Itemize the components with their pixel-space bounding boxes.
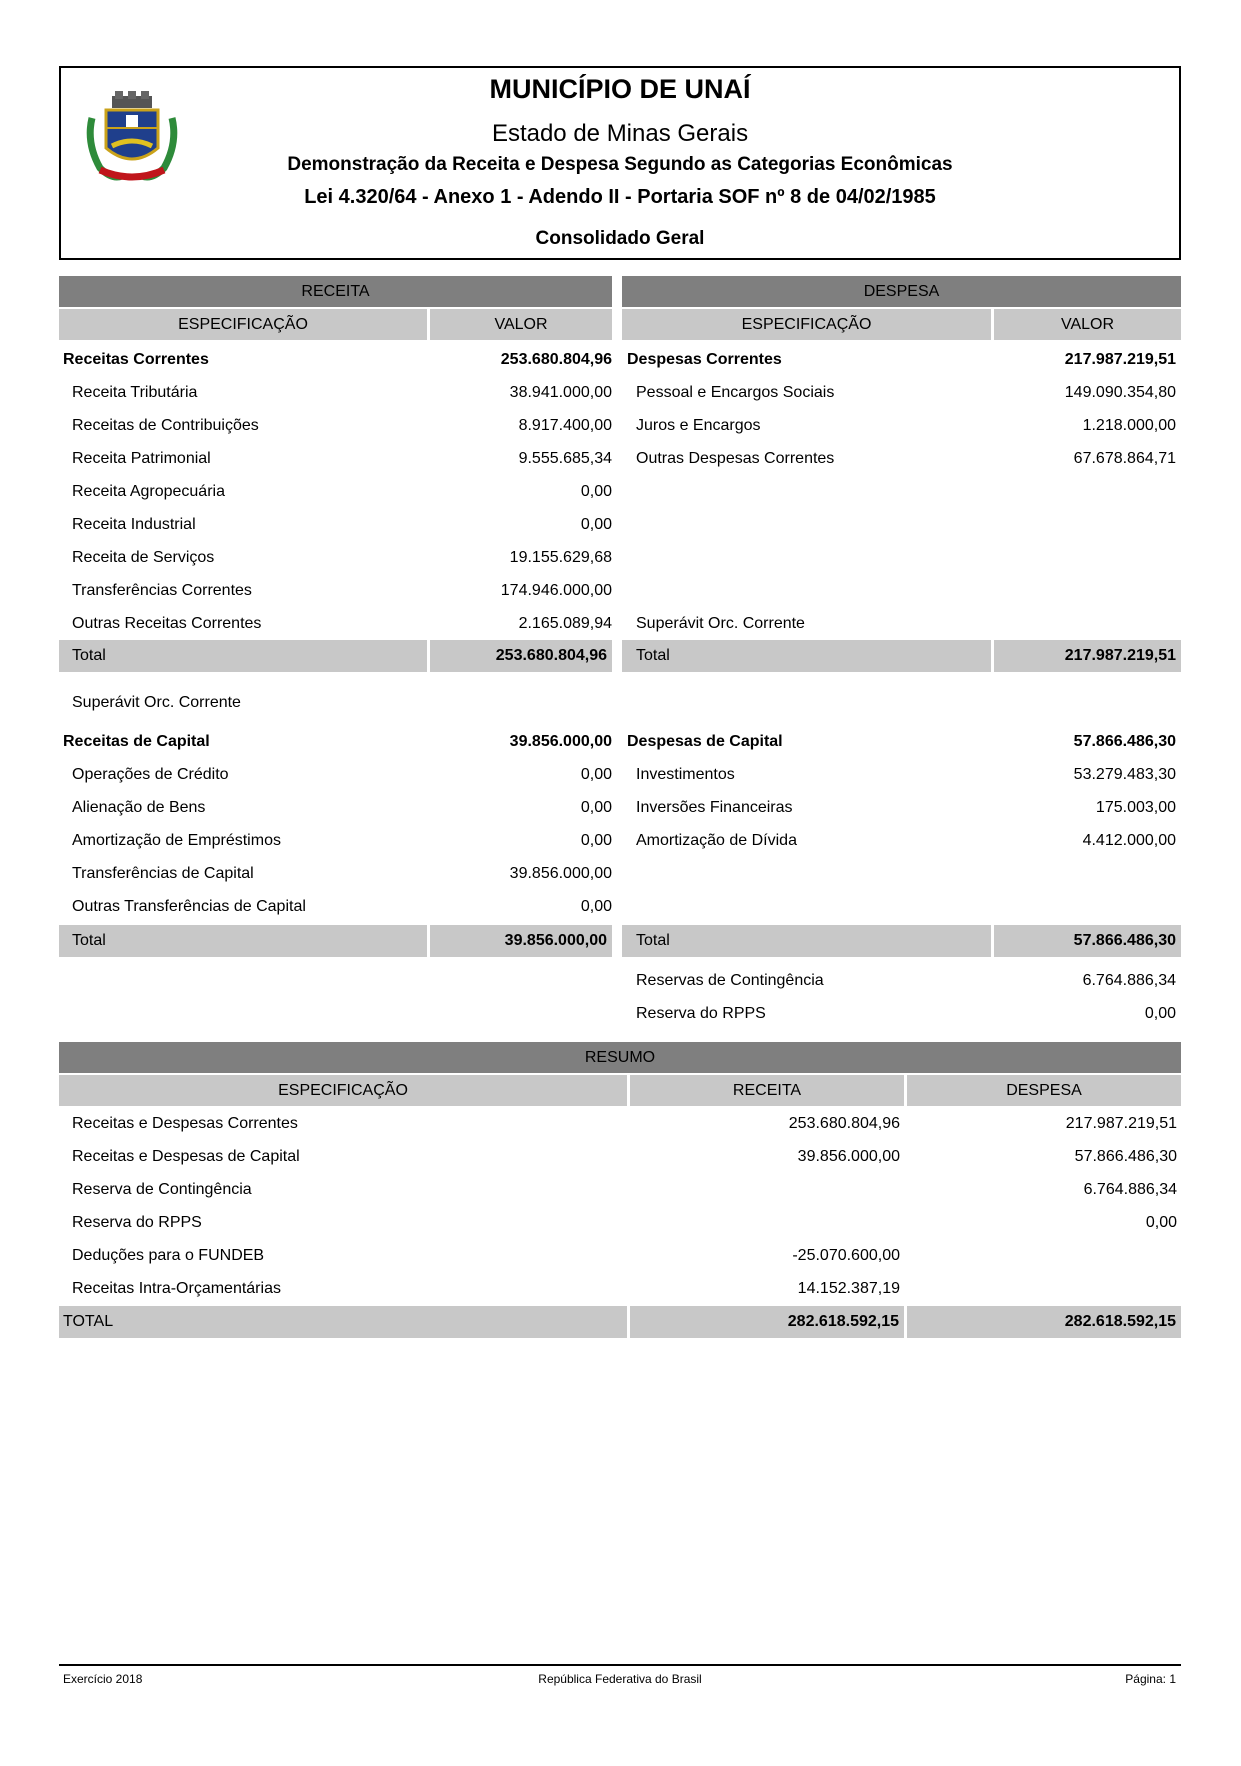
receita-capital-item-value: 0,00 <box>580 766 612 783</box>
despesa-superavit-label: Superávit Orc. Corrente <box>636 615 805 632</box>
receita-capital-item-label: Operações de Crédito <box>72 766 229 783</box>
receita-item-value: 0,00 <box>580 483 612 500</box>
resumo-col-receita: RECEITA <box>630 1075 904 1106</box>
resumo-total-receita: 282.618.592,15 <box>630 1306 904 1338</box>
receitas-capital-label: Receitas de Capital <box>63 733 210 750</box>
resumo-col-despesa: DESPESA <box>907 1075 1181 1106</box>
resumo-total-label: TOTAL <box>63 1313 114 1330</box>
consolidado-label: Consolidado Geral <box>535 228 705 249</box>
resumo-row-receita: 39.856.000,00 <box>797 1148 900 1165</box>
receita-capital-item-label: Amortização de Empréstimos <box>72 832 281 849</box>
despesa-capital-total-label: Total <box>636 932 670 949</box>
despesa-capital-total-bar <box>622 925 991 957</box>
resumo-row-receita: 14.152.387,19 <box>797 1280 900 1297</box>
resumo-row-despesa: 0,00 <box>1145 1214 1177 1231</box>
demonstracao-title: Demonstração da Receita e Despesa Segundo as Categorias Econômicas <box>287 154 953 175</box>
despesa-capital-item-label: Inversões Financeiras <box>636 799 793 816</box>
despesas-capital-label: Despesas de Capital <box>627 733 783 750</box>
despesa-capital-item-label: Investimentos <box>636 766 735 783</box>
receita-capital-item-value: 0,00 <box>580 832 612 849</box>
despesa-col-valor: VALOR <box>994 309 1181 340</box>
despesa-capital-total-value: 57.866.486,30 <box>994 925 1181 957</box>
resumo-row-label: Receitas e Despesas de Capital <box>72 1148 300 1165</box>
receita-item-label: Receita Patrimonial <box>72 450 211 467</box>
receita-correntes-total-bar <box>59 640 427 672</box>
receita-item-value: 9.555.685,34 <box>518 450 612 467</box>
resumo-header: RESUMO <box>59 1042 1181 1073</box>
receita-item-label: Receita de Serviços <box>72 549 215 566</box>
receita-item-value: 174.946.000,00 <box>500 582 612 599</box>
despesa-col-spec: ESPECIFICAÇÃO <box>622 309 991 340</box>
receita-item-value: 0,00 <box>580 516 612 533</box>
reserva-contingencia-label: Reservas de Contingência <box>636 972 824 989</box>
resumo-row-label: Reserva do RPPS <box>72 1214 202 1231</box>
receita-col-valor: VALOR <box>430 309 612 340</box>
despesas-correntes-label: Despesas Correntes <box>627 351 782 368</box>
footer-republica: República Federativa do Brasil <box>538 1672 702 1686</box>
receita-col-spec: ESPECIFICAÇÃO <box>59 309 427 340</box>
resumo-col-spec: ESPECIFICAÇÃO <box>59 1075 627 1106</box>
despesa-capital-item-value: 53.279.483,30 <box>1073 766 1176 783</box>
resumo-total-bar <box>59 1306 627 1338</box>
receitas-correntes-label: Receitas Correntes <box>63 351 209 368</box>
receita-item-label: Receita Agropecuária <box>72 483 225 500</box>
reserva-rpps-label: Reserva do RPPS <box>636 1005 766 1022</box>
resumo-row-despesa: 57.866.486,30 <box>1074 1148 1177 1165</box>
resumo-row-label: Deduções para o FUNDEB <box>72 1247 265 1264</box>
resumo-row-despesa: 217.987.219,51 <box>1065 1115 1177 1132</box>
resumo-row-receita: -25.070.600,00 <box>792 1247 900 1264</box>
receitas-capital-value: 39.856.000,00 <box>509 733 612 750</box>
footer-pagina: Página: 1 <box>1125 1672 1176 1686</box>
receita-header: RECEITA <box>59 276 612 307</box>
receita-item-value: 8.917.400,00 <box>518 417 612 434</box>
receita-item-value: 19.155.629,68 <box>509 549 612 566</box>
resumo-row-receita <box>630 1206 900 1239</box>
despesas-capital-value: 57.866.486,30 <box>1073 733 1176 750</box>
resumo-row-label: Receitas Intra-Orçamentárias <box>72 1280 281 1297</box>
despesa-capital-item-label: Amortização de Dívida <box>636 832 797 849</box>
despesa-correntes-total-bar <box>622 640 991 672</box>
receita-item-label: Receitas de Contribuições <box>72 417 259 434</box>
receita-capital-item-label: Alienação de Bens <box>72 799 206 816</box>
despesa-header: DESPESA <box>622 276 1181 307</box>
resumo-row-despesa: 6.764.886,34 <box>1083 1181 1177 1198</box>
estado-subtitle: Estado de Minas Gerais <box>491 120 749 147</box>
receita-item-value: 38.941.000,00 <box>509 384 612 401</box>
footer-exercicio: Exercício 2018 <box>63 1672 143 1686</box>
resumo-total-despesa: 282.618.592,15 <box>907 1306 1181 1338</box>
receita-capital-total-bar <box>59 925 427 957</box>
despesa-item-value: 67.678.864,71 <box>1073 450 1176 467</box>
reserva-rpps-value: 0,00 <box>1144 1005 1176 1022</box>
despesa-capital-item-value: 175.003,00 <box>1095 799 1176 816</box>
receita-capital-item-label: Outras Transferências de Capital <box>72 898 306 915</box>
receita-correntes-total-label: Total <box>72 647 106 664</box>
receita-item-label: Receita Industrial <box>72 516 196 533</box>
receita-capital-total-label: Total <box>72 932 106 949</box>
receita-capital-item-value: 39.856.000,00 <box>509 865 612 882</box>
receita-item-label: Outras Receitas Correntes <box>72 615 262 632</box>
despesa-item-value: 149.090.354,80 <box>1064 384 1176 401</box>
resumo-row-despesa <box>907 1239 1177 1272</box>
receita-capital-item-label: Transferências de Capital <box>72 865 254 882</box>
resumo-row-receita <box>630 1173 900 1206</box>
receita-capital-item-value: 0,00 <box>580 799 612 816</box>
resumo-row-despesa <box>907 1272 1177 1305</box>
despesa-item-label: Pessoal e Encargos Sociais <box>636 384 835 401</box>
receita-capital-item-value: 0,00 <box>580 898 612 915</box>
receita-correntes-total-value: 253.680.804,96 <box>430 640 612 672</box>
despesa-correntes-total-label: Total <box>636 647 670 664</box>
lei-reference: Lei 4.320/64 - Anexo 1 - Adendo II - Portaria SOF nº 8 de 04/02/1985 <box>304 186 936 208</box>
resumo-row-label: Receitas e Despesas Correntes <box>72 1115 298 1132</box>
receita-item-label: Transferências Correntes <box>72 582 252 599</box>
despesa-capital-item-value: 4.412.000,00 <box>1082 832 1176 849</box>
receita-capital-total-value: 39.856.000,00 <box>430 925 612 957</box>
receitas-correntes-value: 253.680.804,96 <box>500 351 612 368</box>
reserva-contingencia-value: 6.764.886,34 <box>1082 972 1176 989</box>
despesa-item-value: 1.218.000,00 <box>1082 417 1176 434</box>
footer-divider <box>59 1664 1181 1666</box>
resumo-row-label: Reserva de Contingência <box>72 1181 252 1198</box>
despesa-item-label: Juros e Encargos <box>636 417 761 434</box>
receita-superavit-label: Superávit Orc. Corrente <box>72 694 241 711</box>
despesa-item-label: Outras Despesas Correntes <box>636 450 835 467</box>
resumo-row-receita: 253.680.804,96 <box>788 1115 900 1132</box>
despesa-correntes-total-value: 217.987.219,51 <box>994 640 1181 672</box>
despesas-correntes-value: 217.987.219,51 <box>1064 351 1176 368</box>
receita-item-value: 2.165.089,94 <box>518 615 612 632</box>
municipio-title: MUNICÍPIO DE UNAÍ <box>489 74 751 104</box>
receita-item-label: Receita Tributária <box>72 384 198 401</box>
